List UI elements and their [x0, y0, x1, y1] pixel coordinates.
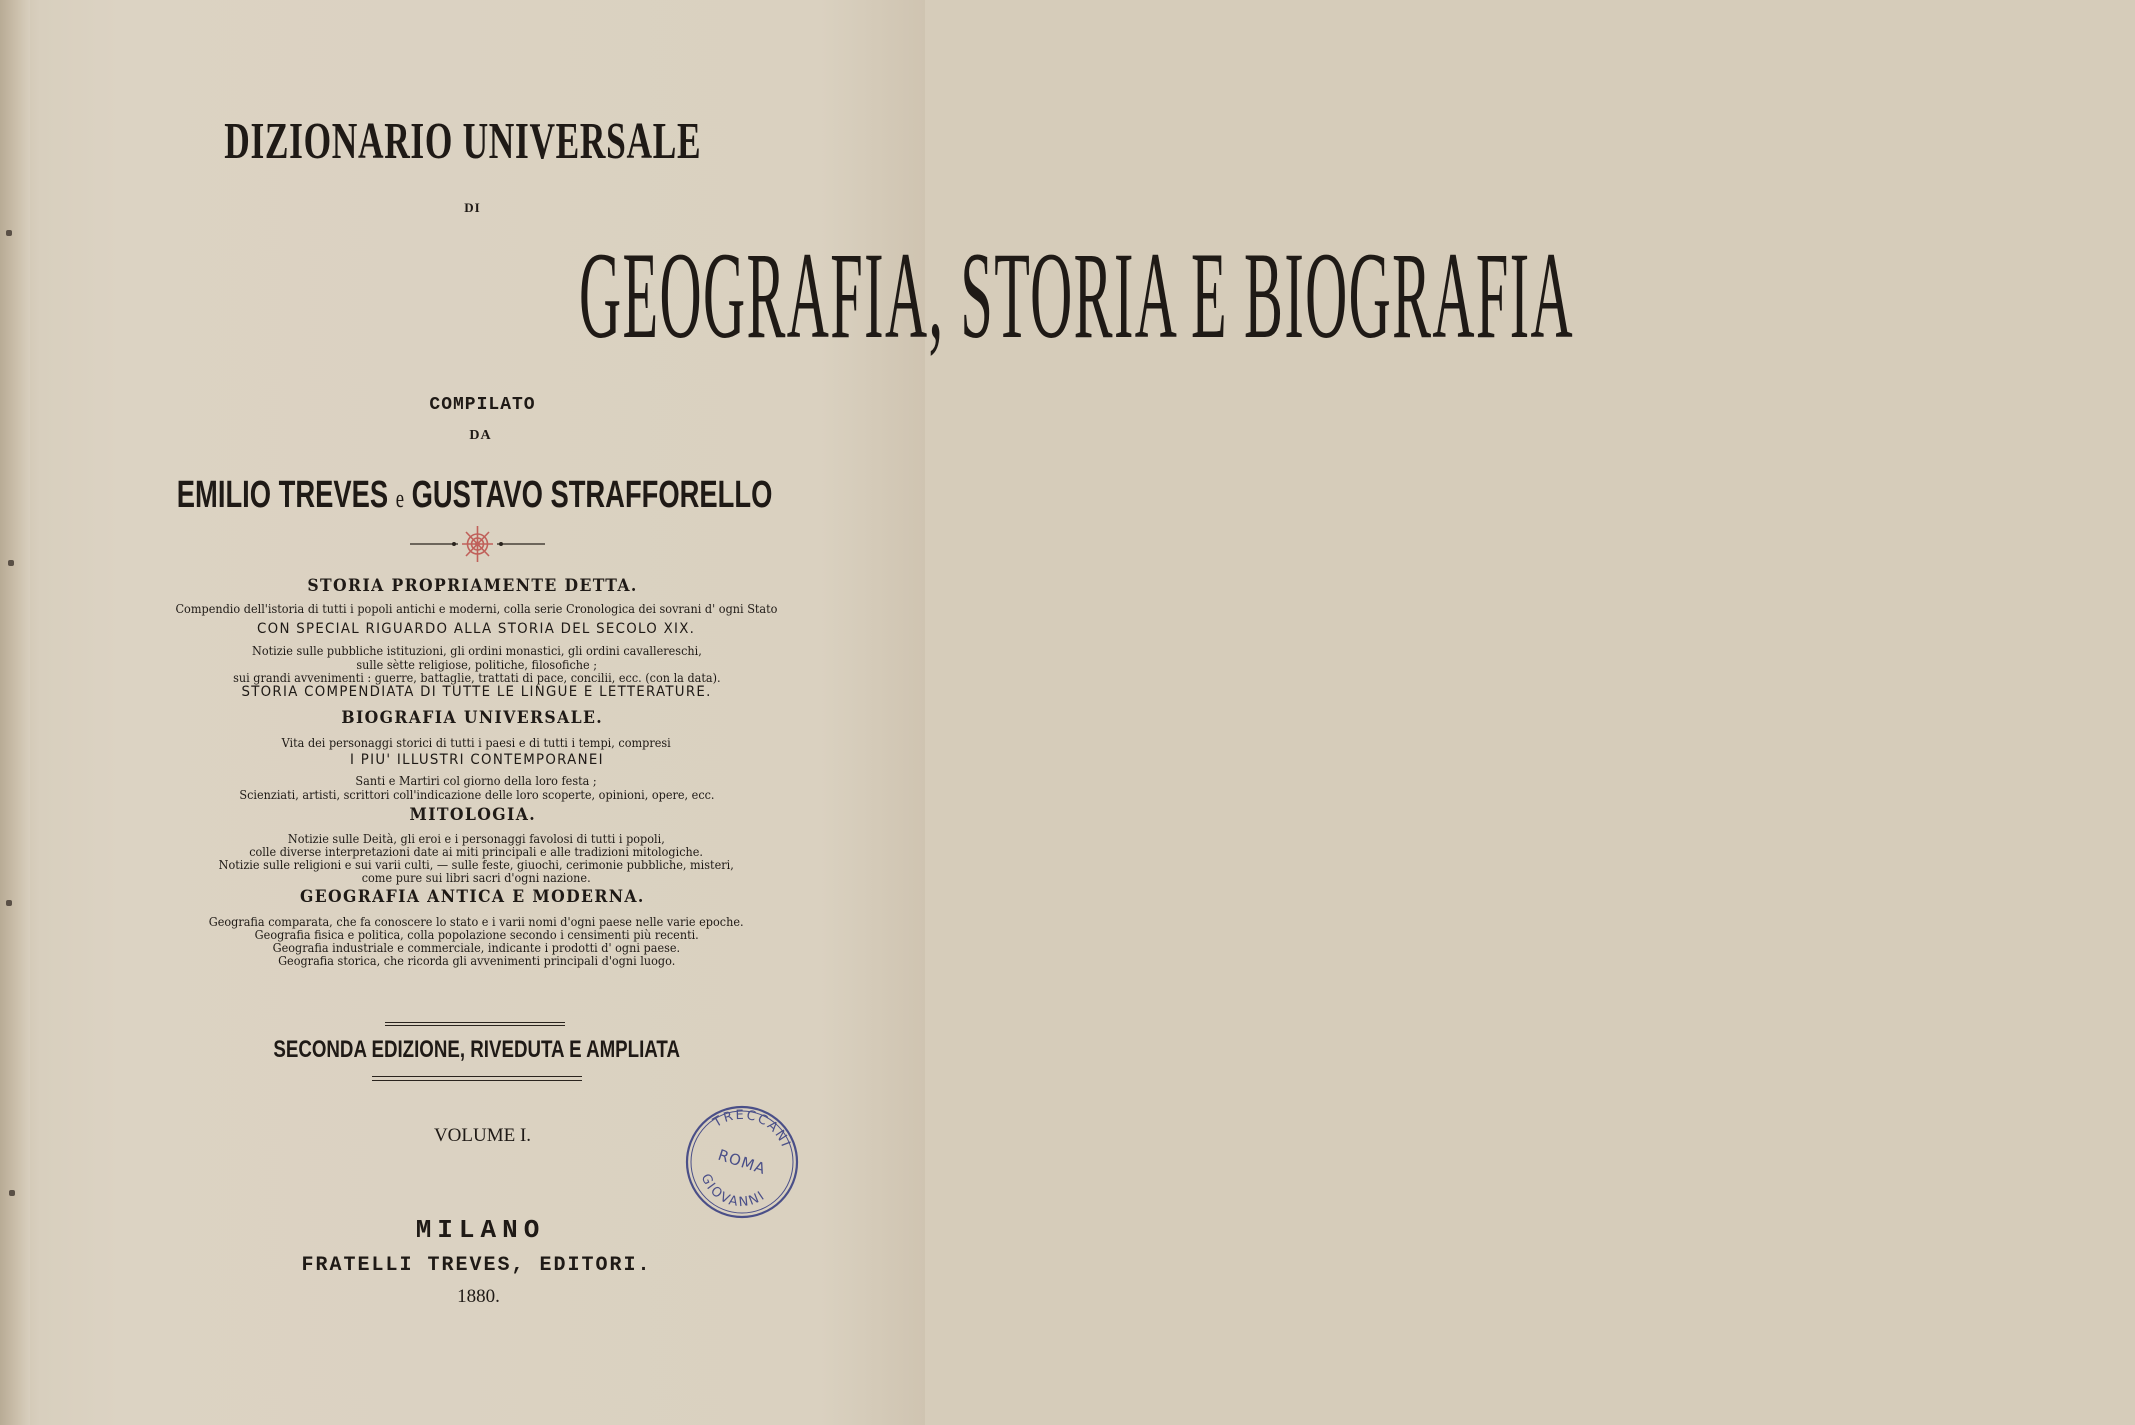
stamp-bottom-text: GIOVANNI	[697, 1171, 769, 1211]
geografia-line-1: Geografia comparata, che fa conoscere lo stato e i varii nomi d'ogni paese nelle varie epoche.	[209, 914, 744, 929]
mitologia-line-3: Notizie sulle religioni e sui varii culti, — sulle feste, giuochi, cerimonie pubbliche, misteri,	[218, 857, 735, 872]
title-di: DI	[464, 200, 481, 215]
author-1: EMILIO TREVES	[176, 474, 389, 516]
geografia-line-4: Geografia storica, che ricorda gli avvenimenti principali d'ogni luogo.	[277, 953, 676, 968]
stamp-top-text: TRECCANI	[710, 1107, 794, 1151]
authors	[12, 474, 937, 517]
biografia-line-1: Vita dei personaggi storici di tutti i paesi e di tutti i tempi, compresi	[281, 735, 672, 750]
title-line-1: DIZIONARIO UNIVERSALE	[224, 113, 701, 170]
imprint-publisher: FRATELLI TREVES, EDITORI.	[301, 1254, 652, 1277]
compiled-label: COMPILATO	[429, 395, 536, 415]
geografia-line-2: Geografia fisica e politica, colla popolazione secondo i censimenti più recenti.	[254, 927, 699, 942]
mitologia-line-1: Notizie sulle Deità, gli eroi e i personaggi favolosi di tutti i popoli,	[288, 831, 665, 846]
volume-label: VOLUME I.	[433, 1125, 532, 1146]
imprint-city: MILANO	[415, 1215, 546, 1245]
binding-mark	[8, 560, 14, 566]
edition-statement: SECONDA EDIZIONE, RIVEDUTA E AMPLIATA	[273, 1036, 680, 1063]
binding-mark	[6, 230, 12, 236]
title-line-2: GEOGRAFIA, STORIA E BIOGRAFIA	[579, 227, 1575, 364]
storia-line-5: sui grandi avvenimenti : guerre, battaglie, trattati di pace, concilii, ecc. (con la data).	[232, 670, 721, 685]
divider-rule-bottom	[372, 1080, 582, 1081]
divider-rule-top	[385, 1022, 565, 1023]
mitologia-line-2: colle diverse interpretazioni date ai miti principali e alle tradizioni mitologiche.	[249, 844, 704, 859]
section-heading-mitologia: MITOLOGIA.	[409, 805, 536, 825]
ornament-icon	[410, 522, 545, 566]
biografia-line-3: Santi e Martiri col giorno della loro festa ;	[355, 773, 598, 788]
divider-rule-bottom	[372, 1076, 582, 1077]
storia-line-1: Compendio dell'istoria di tutti i popoli antichi e moderni, colla serie Cronologica dei sovrani d' ogni Stato	[175, 601, 778, 616]
section-heading-geografia: GEOGRAFIA ANTICA E MODERNA.	[300, 887, 645, 907]
storia-line-2: CON SPECIAL RIGUARDO ALLA STORIA DEL SECOLO XIX.	[257, 621, 696, 637]
author-2: GUSTAVO STRAFFORELLO	[411, 474, 773, 516]
by-label: DA	[469, 428, 492, 443]
storia-line-4: sulle sètte religiose, politiche, filosofiche ;	[356, 657, 597, 672]
author-conjunction: e	[395, 484, 404, 513]
divider-rule-top	[385, 1025, 565, 1026]
section-heading-storia: STORIA PROPRIAMENTE DETTA.	[307, 576, 638, 596]
section-heading-biografia: BIOGRAFIA UNIVERSALE.	[341, 708, 604, 728]
biografia-line-2: I PIU' ILLUSTRI CONTEMPORANEI	[349, 752, 604, 768]
storia-line-6: STORIA COMPENDIATA DI TUTTE LE LINGUE E LETTERATURE.	[241, 684, 712, 700]
library-stamp-icon	[683, 1103, 801, 1221]
geografia-line-3: Geografia industriale e commerciale, indicante i prodotti d' ogni paese.	[272, 940, 681, 955]
stamp-center-text: ROMA	[715, 1145, 769, 1179]
storia-line-3: Notizie sulle pubbliche istituzioni, gli ordini monastici, gli ordini cavallereschi,	[251, 643, 702, 658]
binding-mark	[9, 1190, 15, 1196]
imprint-year: 1880.	[457, 1286, 500, 1307]
mitologia-line-4: come pure sui libri sacri d'ogni nazione.	[362, 870, 591, 885]
biografia-line-4: Scienziati, artisti, scrittori coll'indicazione delle loro scoperte, opinioni, opere, ecc.	[238, 787, 715, 802]
